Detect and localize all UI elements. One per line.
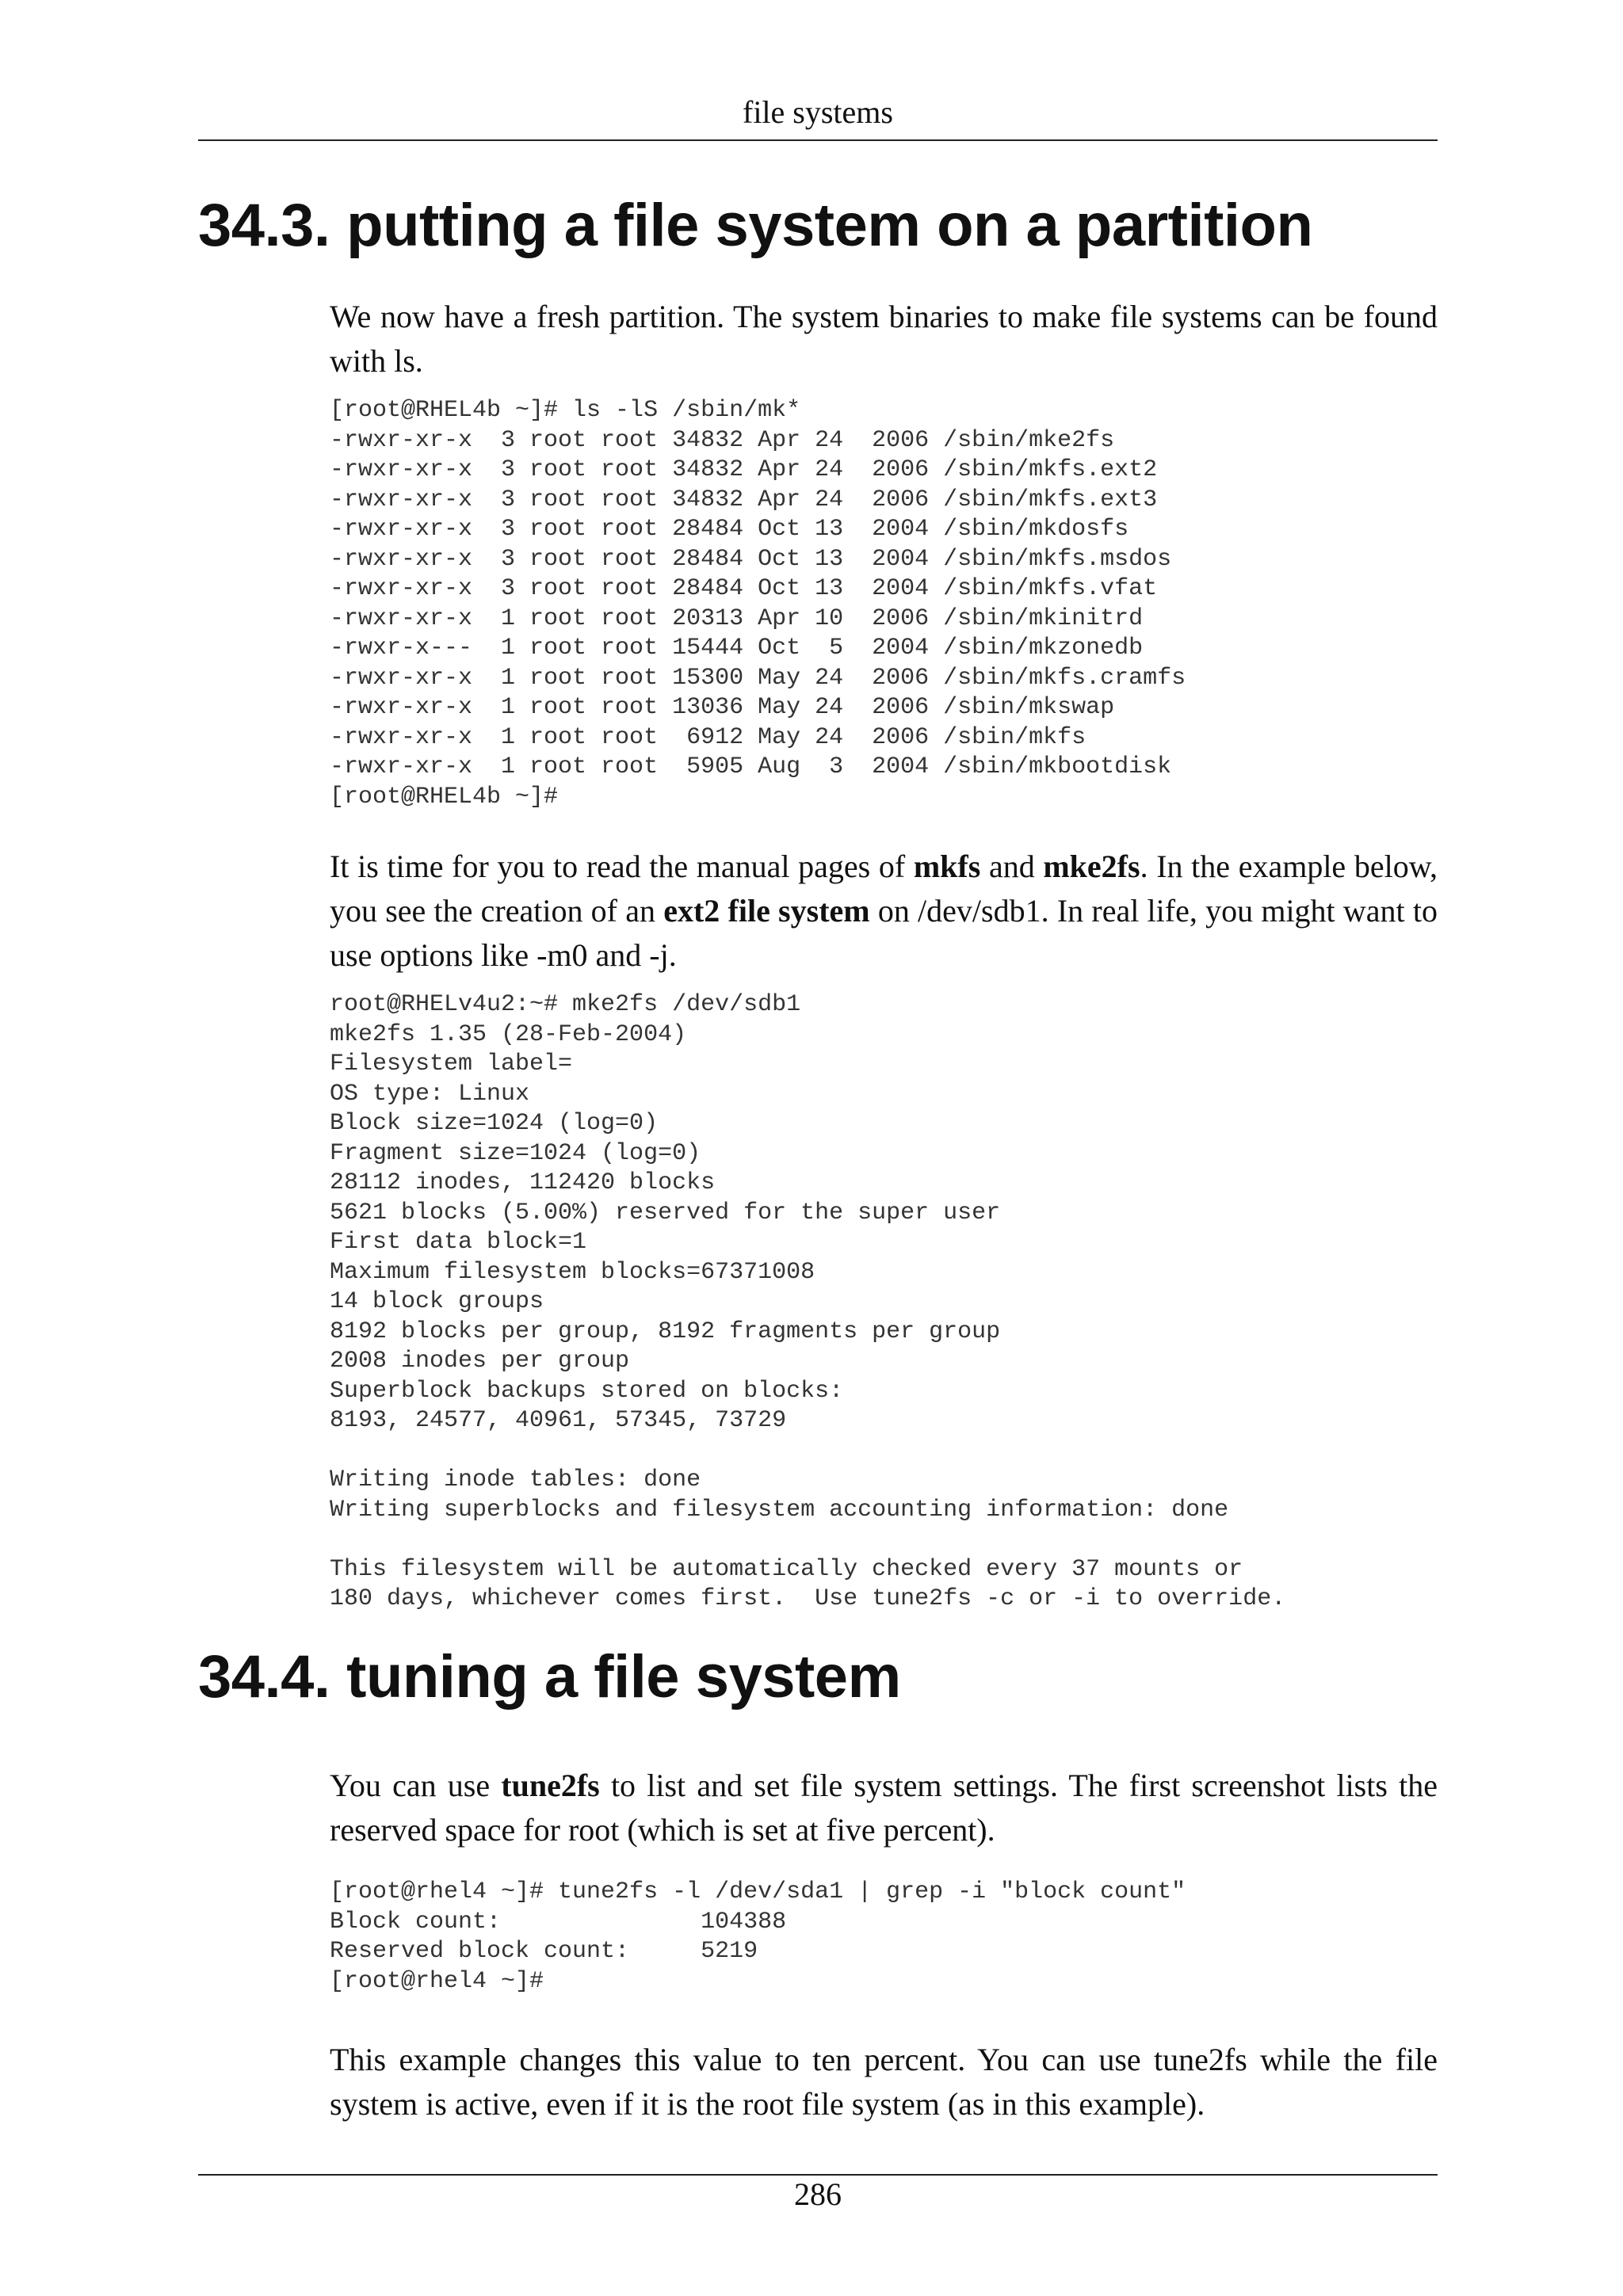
header-rule bbox=[198, 139, 1438, 141]
term-tune2fs: tune2fs bbox=[501, 1768, 600, 1803]
term-mkfs: mkfs bbox=[913, 849, 981, 884]
section-34-3-mkfs-paragraph bbox=[330, 845, 1438, 978]
ls-mk-code-block: [root@RHEL4b ~]# ls -lS /sbin/mk* -rwxr-xr-x 3 root root 34832 Apr 24 2006 /sbin/mke2fs -rwxr-xr-x 3 root root 34832 Apr 24 2006 /sbin/mkfs.ext2 -rwxr-xr-x 3 root root 34832 Apr 24 2006 /sbin/mkfs.ext3 -rwxr-xr-x 3 root root 28484 Oct 13 2004 /sbin/mkdosfs -rwxr-xr-x 3 root root 28484 Oct 13 2004 /sbin/mkfs.msdos -rwxr-xr-x 3 root root 28484 Oct 13 2004 /sbin/mkfs.vfat -rwxr-xr-x 1 root root 20313 Apr 10 2006 /sbin/mkinitrd -rwxr-x--- 1 root root 15444 Oct 5 2004 /sbin/mkzonedb -rwxr-xr-x 1 root root 15300 May 24 2006 /sbin/mkfs.cramfs -rwxr-xr-x 1 root root 13036 May 24 2006 /sbin/mkswap -rwxr-xr-x 1 root root 6912 May 24 2006 /sbin/mkfs -rwxr-xr-x 1 root root 5905 Aug 3 2004 /sbin/mkbootdisk [root@RHEL4b ~]# bbox=[330, 397, 1186, 810]
paragraph-text: You can use bbox=[330, 1768, 502, 1803]
page-number: 286 bbox=[794, 2176, 842, 2212]
paragraph-text: to list and set file system settings. The first screenshot lists the reserved space for root (which is set at five percent). bbox=[330, 1768, 1438, 1848]
mke2fs-output-code-block: root@RHELv4u2:~# mke2fs /dev/sdb1 mke2fs 1.35 (28-Feb-2004) Filesystem label= OS type: Linux Block size=1024 (log=0) Fragment size=1024 (log=0) 28112 inodes, 112420 blocks 5621 blocks (5.00%) reserved for the super user First data block=1 Maximum filesystem blocks=67371008 14 block groups 8192 blocks per group, 8192 fragments per group 2008 inodes per group Superblock backups stored on blocks: 8193, 24577, 40961, 57345, 73729 Writing inode tables: done Writing superblocks and filesystem accounting information: done This filesystem will be automatically checked every 37 mounts or 180 days, whichever comes first. Use tune2fs -c or -i to override. bbox=[330, 991, 1286, 1612]
term-ext2-file-system: ext2 file system bbox=[663, 893, 870, 929]
section-heading-34-3: 34.3. putting a file system on a partition bbox=[198, 192, 1313, 259]
section-34-4-change-paragraph: This example changes this value to ten percent. You can use tune2fs while the file system is active, even if it is the root file system (as in this example). bbox=[330, 2042, 1438, 2122]
section-34-3-intro-paragraph: We now have a fresh partition. The system binaries to make file systems can be found with ls. bbox=[330, 299, 1438, 379]
paragraph-text: . In the example below, you see the creation of an bbox=[330, 849, 1438, 929]
running-header: file systems bbox=[743, 94, 893, 130]
section-34-4-intro-paragraph bbox=[330, 1764, 1438, 1852]
paragraph-text: on /dev/sdb1. In real life, you might want to use options like -m0 and -j. bbox=[330, 893, 1438, 973]
paragraph-text: and bbox=[980, 849, 1044, 884]
section-heading-34-4: 34.4. tuning a file system bbox=[198, 1643, 901, 1711]
paragraph-text: It is time for you to read the manual pages of bbox=[330, 849, 914, 884]
term-mke2fs: mke2fs bbox=[1043, 849, 1140, 884]
tune2fs-code-block: [root@rhel4 ~]# tune2fs -l /dev/sda1 | grep -i "block count" Block count: 104388 Reserved block count: 5219 [root@rhel4 ~]# bbox=[330, 1878, 1186, 1995]
